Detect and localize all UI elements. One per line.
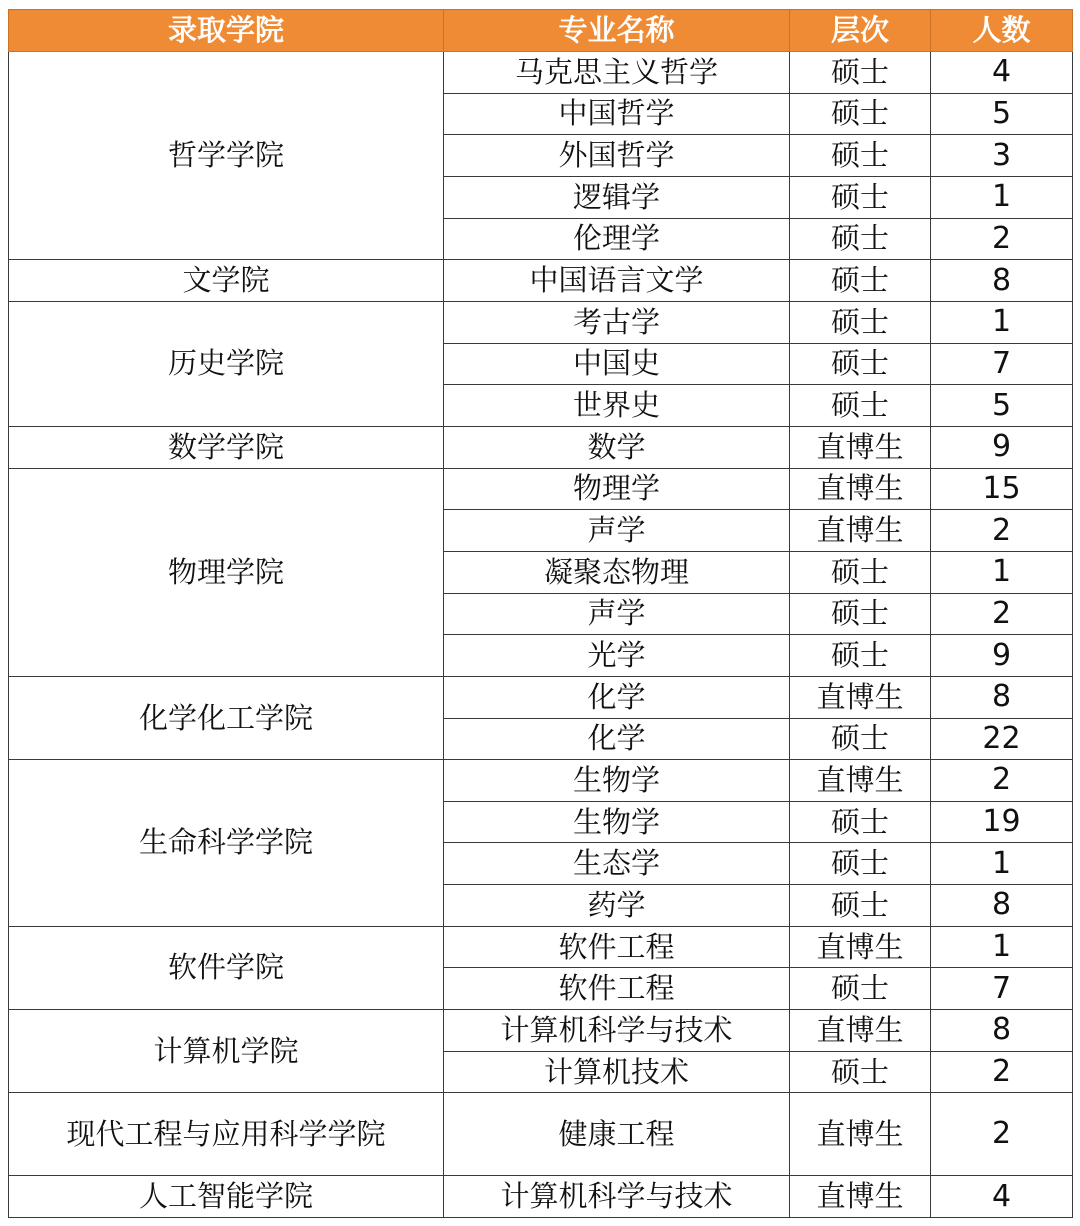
count-cell: 2 (931, 1051, 1073, 1093)
college-cell: 软件学院 (9, 926, 444, 1009)
table-row (9, 52, 1073, 94)
count-cell: 1 (931, 176, 1073, 218)
major-cell: 中国哲学 (444, 93, 790, 135)
major-cell: 化学 (444, 676, 790, 718)
college-cell: 生命科学学院 (9, 760, 444, 927)
level-cell: 硕士 (790, 843, 931, 885)
major-cell: 声学 (444, 510, 790, 552)
major-cell: 逻辑学 (444, 176, 790, 218)
level-cell: 直博生 (790, 760, 931, 802)
level-cell: 硕士 (790, 551, 931, 593)
count-cell: 8 (931, 260, 1073, 302)
college-cell: 人工智能学院 (9, 1176, 444, 1218)
table-row (9, 426, 1073, 468)
count-cell: 2 (931, 218, 1073, 260)
count-cell: 8 (931, 676, 1073, 718)
header-level: 层次 (790, 10, 931, 52)
major-cell: 健康工程 (444, 1093, 790, 1176)
table-row (9, 260, 1073, 302)
level-cell: 直博生 (790, 1010, 931, 1052)
college-cell: 现代工程与应用科学学院 (9, 1093, 444, 1176)
count-cell: 1 (931, 301, 1073, 343)
major-cell: 数学 (444, 426, 790, 468)
level-cell: 硕士 (790, 968, 931, 1010)
table-header-row (9, 10, 1073, 52)
count-cell: 1 (931, 843, 1073, 885)
table-row (9, 1010, 1073, 1052)
level-cell: 直博生 (790, 926, 931, 968)
level-cell: 硕士 (790, 801, 931, 843)
level-cell: 硕士 (790, 260, 931, 302)
level-cell: 硕士 (790, 135, 931, 177)
major-cell: 生物学 (444, 760, 790, 802)
table-row (9, 676, 1073, 718)
count-cell: 9 (931, 635, 1073, 677)
count-cell: 7 (931, 343, 1073, 385)
major-cell: 中国语言文学 (444, 260, 790, 302)
college-cell: 计算机学院 (9, 1010, 444, 1093)
table-row (9, 468, 1073, 510)
count-cell: 8 (931, 1010, 1073, 1052)
major-cell: 世界史 (444, 385, 790, 427)
level-cell: 硕士 (790, 176, 931, 218)
level-cell: 硕士 (790, 385, 931, 427)
count-cell: 3 (931, 135, 1073, 177)
header-major: 专业名称 (444, 10, 790, 52)
level-cell: 直博生 (790, 510, 931, 552)
level-cell: 硕士 (790, 301, 931, 343)
count-cell: 2 (931, 510, 1073, 552)
header-college: 录取学院 (9, 10, 444, 52)
table-row (9, 1093, 1073, 1176)
count-cell: 15 (931, 468, 1073, 510)
major-cell: 软件工程 (444, 968, 790, 1010)
level-cell: 直博生 (790, 676, 931, 718)
count-cell: 4 (931, 1176, 1073, 1218)
level-cell: 硕士 (790, 218, 931, 260)
college-cell: 历史学院 (9, 301, 444, 426)
major-cell: 软件工程 (444, 926, 790, 968)
college-cell: 哲学学院 (9, 52, 444, 260)
level-cell: 硕士 (790, 93, 931, 135)
level-cell: 直博生 (790, 426, 931, 468)
level-cell: 硕士 (790, 343, 931, 385)
count-cell: 19 (931, 801, 1073, 843)
major-cell: 外国哲学 (444, 135, 790, 177)
major-cell: 生态学 (444, 843, 790, 885)
major-cell: 声学 (444, 593, 790, 635)
count-cell: 7 (931, 968, 1073, 1010)
level-cell: 硕士 (790, 52, 931, 94)
level-cell: 硕士 (790, 593, 931, 635)
major-cell: 化学 (444, 718, 790, 760)
major-cell: 中国史 (444, 343, 790, 385)
table-row (9, 760, 1073, 802)
table-body (9, 52, 1073, 1218)
count-cell: 2 (931, 760, 1073, 802)
major-cell: 凝聚态物理 (444, 551, 790, 593)
count-cell: 2 (931, 593, 1073, 635)
major-cell: 光学 (444, 635, 790, 677)
level-cell: 硕士 (790, 1051, 931, 1093)
admission-table-container (8, 9, 1073, 1218)
count-cell: 4 (931, 52, 1073, 94)
table-row (9, 1176, 1073, 1218)
major-cell: 马克思主义哲学 (444, 52, 790, 94)
count-cell: 22 (931, 718, 1073, 760)
major-cell: 物理学 (444, 468, 790, 510)
table-row (9, 926, 1073, 968)
major-cell: 药学 (444, 885, 790, 927)
college-cell: 文学院 (9, 260, 444, 302)
count-cell: 9 (931, 426, 1073, 468)
admission-table (8, 9, 1073, 1218)
major-cell: 计算机科学与技术 (444, 1010, 790, 1052)
count-cell: 1 (931, 551, 1073, 593)
major-cell: 计算机科学与技术 (444, 1176, 790, 1218)
count-cell: 1 (931, 926, 1073, 968)
count-cell: 2 (931, 1093, 1073, 1176)
major-cell: 伦理学 (444, 218, 790, 260)
level-cell: 直博生 (790, 1176, 931, 1218)
major-cell: 考古学 (444, 301, 790, 343)
count-cell: 5 (931, 385, 1073, 427)
count-cell: 5 (931, 93, 1073, 135)
college-cell: 化学化工学院 (9, 676, 444, 759)
table-row (9, 301, 1073, 343)
level-cell: 硕士 (790, 718, 931, 760)
major-cell: 生物学 (444, 801, 790, 843)
major-cell: 计算机技术 (444, 1051, 790, 1093)
level-cell: 直博生 (790, 1093, 931, 1176)
header-count: 人数 (931, 10, 1073, 52)
level-cell: 硕士 (790, 885, 931, 927)
count-cell: 8 (931, 885, 1073, 927)
college-cell: 数学学院 (9, 426, 444, 468)
level-cell: 直博生 (790, 468, 931, 510)
level-cell: 硕士 (790, 635, 931, 677)
college-cell: 物理学院 (9, 468, 444, 676)
